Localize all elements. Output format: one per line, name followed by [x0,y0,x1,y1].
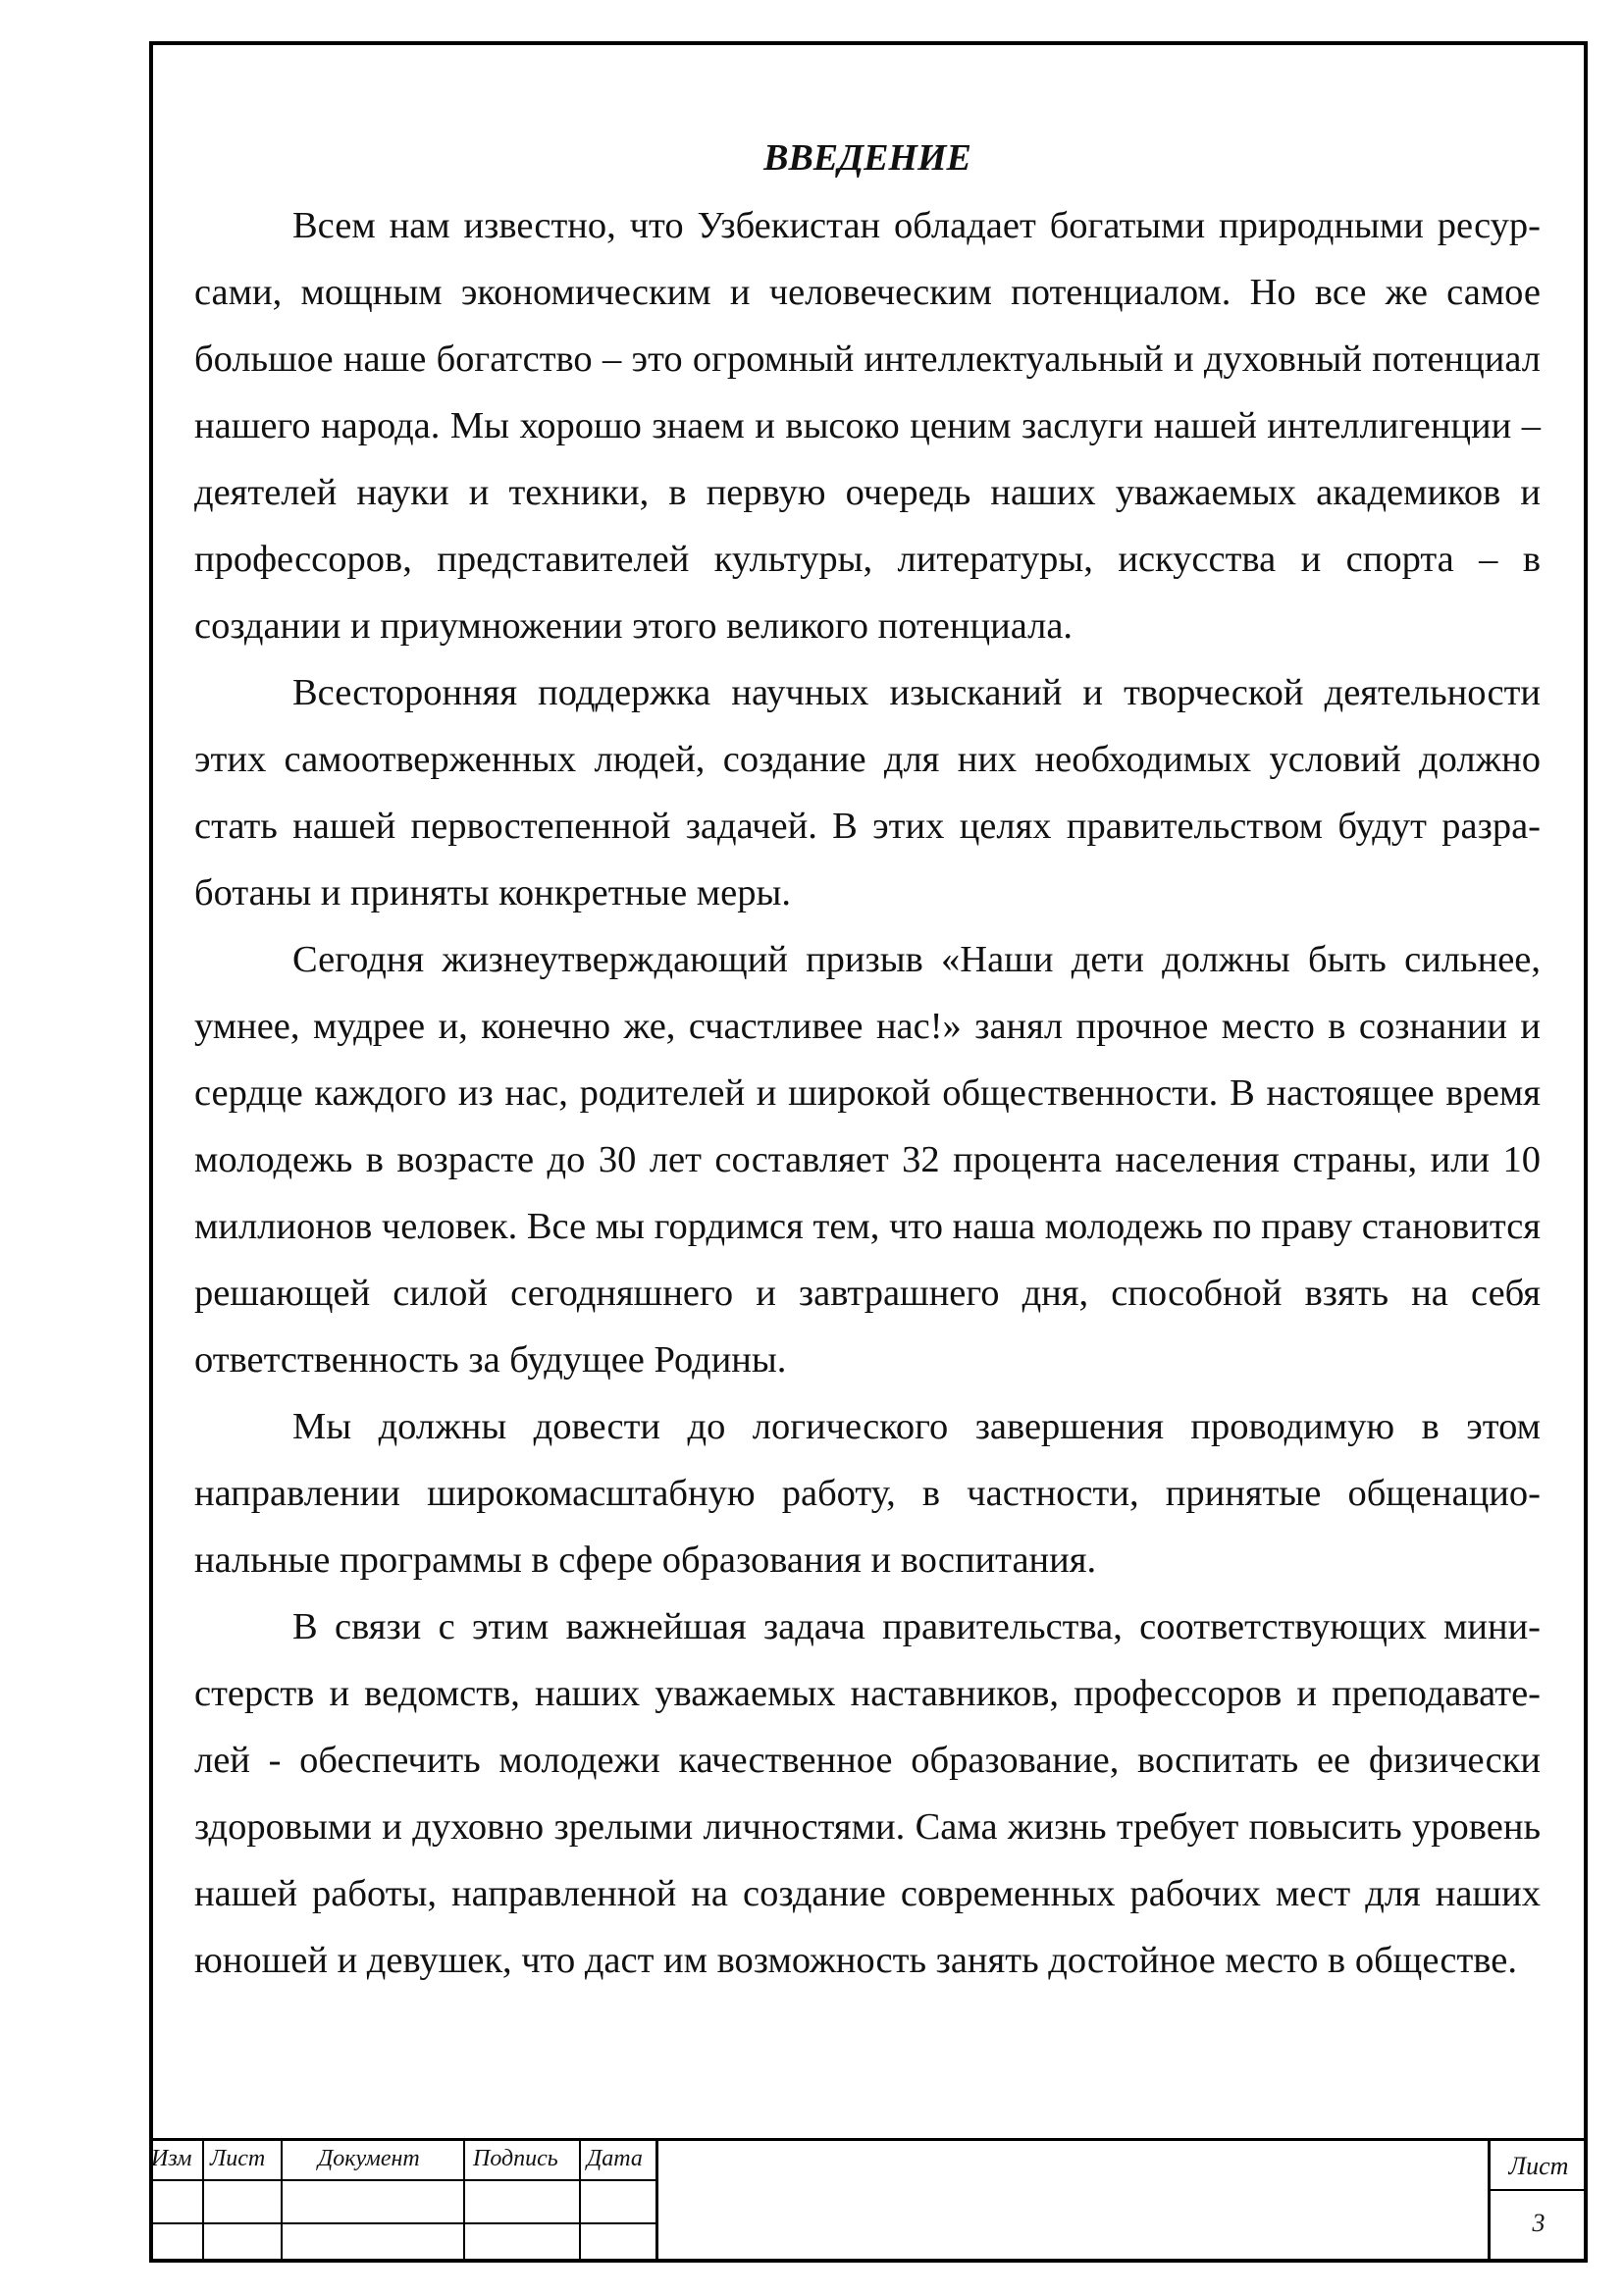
paragraph: Сегодня жизнеутверждающий призыв «Наши дети должны быть сильнее, умнее, мудрее и, конечно же, счастливее нас!» занял прочное место в сознании и сердце каждого из нас, родителей и широкой общественности. В настоящее время молодежь в возрасте до 30 лет составляет 32 процента населения страны, или 10 миллионов человек. Все мы гордимся тем, что наша молодежь по праву становится решающей силой сегодняшнего и завтрашнего дня, способной взять на себя ответственность за будущее Родины. [194,939,1541,1381]
stamp-grid-line [202,2138,204,2263]
stamp-label-date: Дата [587,2146,643,2171]
sheet-number: 3 [1532,2209,1545,2237]
paragraph: В связи с этим важнейшая задача правительства, соответствующих министерств и ведомств, наших уважаемых наставников, профессоров и преподавателей - обеспечить молодежи качественное образование, воспитать ее физически здоровыми и духовно зрелыми личностями. Сама жизнь требует повысить уровень нашей работы, направленной на создание современных рабочих мест для наших юношей и девушек, что даст им возможность занять достойное место в обществе. [194,1606,1541,1981]
stamp-grid-line [149,2222,657,2224]
stamp-label-list: Лист [210,2146,266,2171]
stamp-grid-line [655,2138,658,2263]
stamp-grid-line [1488,2189,1588,2191]
title-block [149,2138,1588,2263]
sheet-label: Лист [1508,2152,1569,2180]
stamp-grid-line [149,2179,657,2181]
stamp-label-document: Документ [318,2146,420,2171]
stamp-top-border [149,2138,1588,2141]
page-title: ВВЕДЕНИЕ [763,137,971,179]
stamp-grid-line [281,2138,283,2263]
stamp-grid-line [463,2138,465,2263]
page-content [194,130,1541,1994]
stamp-grid-line [579,2138,581,2263]
stamp-label-signature: Подпись [473,2146,558,2171]
stamp-label-izm: Изм [151,2146,192,2171]
paragraph: Всем нам известно, что Узбекистан обладает богатыми природными ресурсами, мощным экономическим и человеческим потенциалом. Но все же самое большое наше богатство – это огромный интеллектуальный и духовный потенциал нашего народа. Мы хорошо знаем и высоко ценим заслуги нашей интеллигенции – деятелей науки и техники, в первую очередь наших уважаемых академиков и профессоров, представителей культуры, литературы, искусства и спорта – в создании и приумножении этого великого потенциала. [194,205,1541,647]
paragraph: Всесторонняя поддержка научных изысканий и творческой деятельности этих самоотверженных людей, создание для них необходимых условий должно стать нашей первостепенной задачей. В этих целях правительством будут разработаны и приняты конкретные меры. [194,672,1541,913]
paragraph: Мы должны довести до логического завершения проводимую в этом направлении широкомасштабную работу, в частности, принятые общенациональные программы в сфере образования и воспитания. [194,1406,1541,1581]
